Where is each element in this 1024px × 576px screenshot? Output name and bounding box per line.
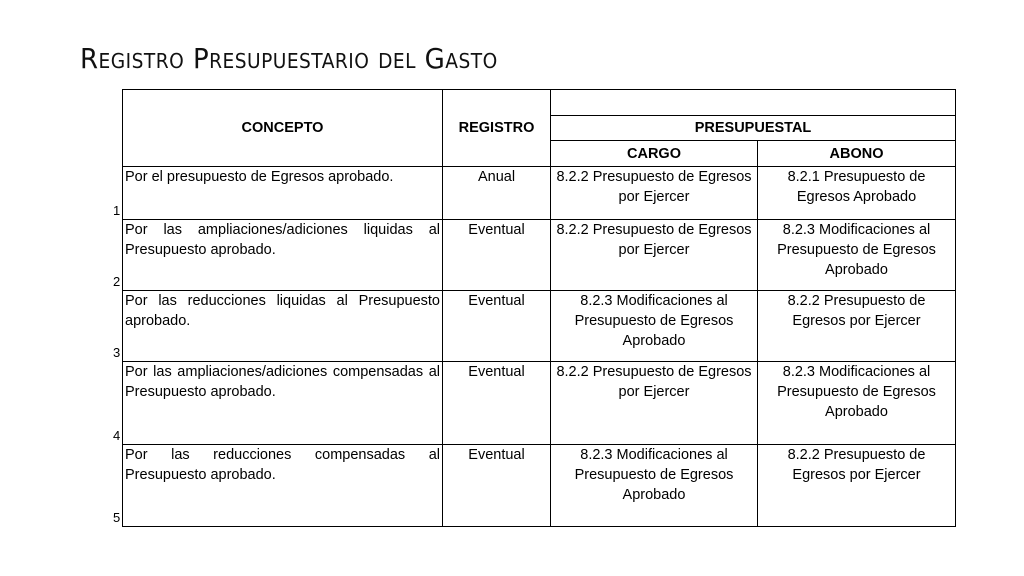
cargo-cell: 8.2.3 Modificaciones al Presupuesto de Egresos Aprobado [551, 291, 758, 362]
header-registro: REGISTRO [443, 90, 551, 167]
row-number: 1 [113, 203, 121, 218]
cargo-cell: 8.2.2 Presupuesto de Egresos por Ejercer [551, 167, 758, 220]
concept-cell [113, 445, 443, 527]
concept-text: Por las ampliaciones/adiciones liquidas al Presupuesto aprobado. [125, 222, 440, 258]
registro-cell: Anual [443, 167, 551, 220]
abono-cell: 8.2.3 Modificaciones al Presupuesto de Egresos Aprobado [758, 362, 956, 445]
concept-text: Por el presupuesto de Egresos aprobado. [125, 169, 394, 185]
header-presupuestal: PRESUPUESTAL [551, 115, 956, 141]
registro-cell: Eventual [443, 220, 551, 291]
row-number: 4 [113, 428, 121, 443]
table-row [123, 291, 956, 362]
header-cargo: CARGO [551, 141, 758, 167]
table-row [123, 167, 956, 220]
abono-cell: 8.2.1 Presupuesto de Egresos Aprobado [758, 167, 956, 220]
concept-cell [113, 167, 443, 220]
cargo-cell: 8.2.3 Modificaciones al Presupuesto de Egresos Aprobado [551, 445, 758, 527]
registro-cell: Eventual [443, 362, 551, 445]
header-blank [551, 90, 956, 116]
registro-cell: Eventual [443, 445, 551, 527]
header-abono: ABONO [758, 141, 956, 167]
budget-register-table [113, 89, 956, 527]
concept-cell [113, 362, 443, 445]
cargo-cell: 8.2.2 Presupuesto de Egresos por Ejercer [551, 220, 758, 291]
concept-cell [113, 220, 443, 291]
concept-cell [113, 291, 443, 362]
table-row [123, 445, 956, 527]
row-number: 3 [113, 345, 121, 360]
cargo-cell: 8.2.2 Presupuesto de Egresos por Ejercer [551, 362, 758, 445]
registro-cell: Eventual [443, 291, 551, 362]
header-concepto: CONCEPTO [123, 90, 443, 167]
abono-cell: 8.2.2 Presupuesto de Egresos por Ejercer [758, 291, 956, 362]
abono-cell: 8.2.2 Presupuesto de Egresos por Ejercer [758, 445, 956, 527]
concept-text: Por las reducciones liquidas al Presupuesto aprobado. [125, 293, 440, 329]
table-row [123, 362, 956, 445]
abono-cell: 8.2.3 Modificaciones al Presupuesto de Egresos Aprobado [758, 220, 956, 291]
concept-text: Por las ampliaciones/adiciones compensadas al Presupuesto aprobado. [125, 364, 440, 400]
page-title: Registro Presupuestario del Gasto [80, 42, 498, 75]
row-number: 5 [113, 510, 121, 525]
row-number: 2 [113, 274, 121, 289]
table-row [123, 220, 956, 291]
concept-text: Por las reducciones compensadas al Presupuesto aprobado. [125, 447, 440, 483]
